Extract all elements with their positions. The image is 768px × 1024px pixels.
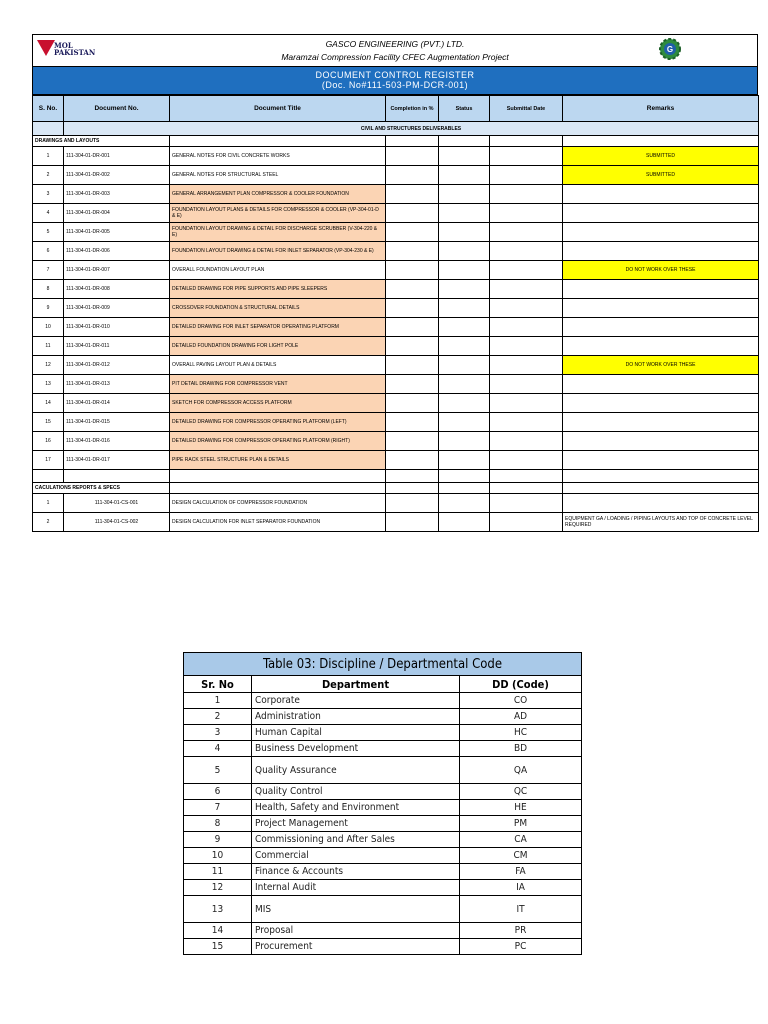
row-status [439,242,490,261]
dept-code: IA [460,880,582,896]
svg-text:G: G [666,45,674,54]
dept-code: AD [460,709,582,725]
dept-name: MIS [252,896,460,923]
row-sno: 14 [33,394,64,413]
col-remarks: Remarks [563,96,759,122]
register-banner [32,67,758,95]
row-sno: 7 [33,261,64,280]
dept-code: PM [460,816,582,832]
row-status [439,356,490,375]
row-completion [386,166,439,185]
row-remarks [563,451,759,470]
row-document-no: 111-304-01-DR-007 [64,261,170,280]
dept-code: PR [460,923,582,939]
dept-row [184,939,582,955]
row-document-title: DETAILED DRAWING FOR PIPE SUPPORTS AND PIPE SLEEPERS [170,280,386,299]
row-document-no: 111-304-01-DR-001 [64,147,170,166]
table-row [33,223,759,242]
project-name: Maramzai Compression Facility CFEC Augmentation Project [281,52,509,62]
table-row [33,280,759,299]
row-document-no: 111-304-01-DR-014 [64,394,170,413]
row-sno: 2 [33,513,64,532]
table-row [33,513,759,532]
dept-name: Internal Audit [252,880,460,896]
row-submittal-date [490,242,563,261]
col-document-no: Document No. [64,96,170,122]
row-submittal-date [490,375,563,394]
table-row [33,337,759,356]
dept-srno: 15 [184,939,252,955]
row-document-title: GENERAL ARRANGEMENT PLAN COMPRESSOR & COOLER FOUNDATION [170,185,386,204]
row-status [439,280,490,299]
row-sno: 15 [33,413,64,432]
row-status [439,413,490,432]
row-status [439,261,490,280]
row-submittal-date [490,166,563,185]
row-sno: 9 [33,299,64,318]
document-control-register [32,34,758,532]
row-completion [386,432,439,451]
table-row [33,356,759,375]
row-status [439,513,490,532]
row-completion [386,318,439,337]
row-document-no: 111-304-01-DR-015 [64,413,170,432]
row-document-title: DESIGN CALCULATION FOR INLET SEPARATOR FOUNDATION [170,513,386,532]
row-document-no: 111-304-01-DR-013 [64,375,170,394]
row-remarks [563,223,759,242]
row-completion [386,299,439,318]
row-document-no: 111-304-01-DR-004 [64,204,170,223]
row-submittal-date [490,451,563,470]
category-calculations: CACULATIONS REPORTS & SPECS [33,483,170,494]
dept-name: Quality Assurance [252,757,460,784]
company-name: GASCO ENGINEERING (PVT.) LTD. [325,39,465,49]
dept-row [184,709,582,725]
row-status [439,166,490,185]
row-completion [386,413,439,432]
row-status [439,223,490,242]
dept-srno: 5 [184,757,252,784]
dept-row [184,725,582,741]
row-document-title: OVERALL FOUNDATION LAYOUT PLAN [170,261,386,280]
empty-cell [170,470,386,483]
dept-name: Human Capital [252,725,460,741]
dept-srno: 6 [184,784,252,800]
row-submittal-date [490,318,563,337]
row-completion [386,185,439,204]
row-completion [386,394,439,413]
table-row [33,413,759,432]
row-document-title: DETAILED DRAWING FOR COMPRESSOR OPERATING PLATFORM (LEFT) [170,413,386,432]
row-submittal-date [490,494,563,513]
row-submittal-date [490,185,563,204]
row-status [439,451,490,470]
row-document-title: DETAILED DRAWING FOR COMPRESSOR OPERATING PLATFORM (RIGHT) [170,432,386,451]
row-document-no: 111-304-01-DR-009 [64,299,170,318]
row-document-title: PIPE RACK STEEL STRUCTURE PLAN & DETAILS [170,451,386,470]
dept-code: CO [460,693,582,709]
empty-cell [64,470,170,483]
row-completion [386,513,439,532]
col-document-title: Document Title [170,96,386,122]
row-remarks [563,337,759,356]
dept-code: IT [460,896,582,923]
dept-code: FA [460,864,582,880]
dept-name: Administration [252,709,460,725]
row-document-no: 111-304-01-DR-006 [64,242,170,261]
dept-col-srno: Sr. No [184,676,252,693]
row-completion [386,451,439,470]
row-document-title: SKETCH FOR COMPRESSOR ACCESS PLATFORM [170,394,386,413]
dept-srno: 10 [184,848,252,864]
row-submittal-date [490,356,563,375]
dept-code: HE [460,800,582,816]
row-sno: 10 [33,318,64,337]
row-remarks: SUBMITTED [563,166,759,185]
row-document-title: DETAILED FOUNDATION DRAWING FOR LIGHT POLE [170,337,386,356]
dept-srno: 13 [184,896,252,923]
empty-cell [563,483,759,494]
dept-code: QC [460,784,582,800]
row-completion [386,261,439,280]
category-row-drawings [33,136,759,147]
row-submittal-date [490,299,563,318]
dept-name: Project Management [252,816,460,832]
dept-name: Commissioning and After Sales [252,832,460,848]
dept-row [184,880,582,896]
dept-code: CA [460,832,582,848]
row-remarks [563,413,759,432]
table-row [33,261,759,280]
row-remarks: EQUIPMENT GA / LOADING / PIPING LAYOUTS AND TOP OF CONCRETE LEVEL REQUIRED [563,513,759,532]
register-column-headers [33,96,759,122]
row-completion [386,147,439,166]
row-submittal-date [490,204,563,223]
row-remarks: SUBMITTED [563,147,759,166]
table-row [33,375,759,394]
row-document-no: 111-304-01-DR-017 [64,451,170,470]
dept-name: Quality Control [252,784,460,800]
dept-row [184,864,582,880]
table-row [33,299,759,318]
dept-name: Procurement [252,939,460,955]
row-remarks [563,299,759,318]
dept-code: PC [460,939,582,955]
category-drawings: DRAWINGS AND LAYOUTS [33,136,170,147]
row-sno: 2 [33,166,64,185]
row-sno: 8 [33,280,64,299]
dept-row [184,896,582,923]
dept-code: QA [460,757,582,784]
row-submittal-date [490,261,563,280]
row-sno: 1 [33,494,64,513]
dept-code: HC [460,725,582,741]
row-document-no: 111-304-01-DR-008 [64,280,170,299]
gasco-gear-logo-icon [659,38,681,60]
row-remarks [563,242,759,261]
empty-cell [490,483,563,494]
row-remarks [563,204,759,223]
dept-code: BD [460,741,582,757]
row-document-title: FOUNDATION LAYOUT DRAWING & DETAIL FOR INLET SEPARATOR (VP-304-230 & E) [170,242,386,261]
dept-srno: 4 [184,741,252,757]
row-status [439,432,490,451]
table-row [33,451,759,470]
dept-srno: 9 [184,832,252,848]
row-document-no: 111-304-01-CS-001 [64,494,170,513]
empty-cell [33,470,64,483]
row-status [439,494,490,513]
dept-name: Commercial [252,848,460,864]
row-document-title: FOUNDATION LAYOUT DRAWING & DETAIL FOR DISCHARGE SCRUBBER (V-304-220 & E) [170,223,386,242]
row-submittal-date [490,147,563,166]
dept-srno: 11 [184,864,252,880]
row-sno: 11 [33,337,64,356]
row-document-no: 111-304-01-DR-005 [64,223,170,242]
row-submittal-date [490,413,563,432]
row-document-no: 111-304-01-CS-002 [64,513,170,532]
dept-row [184,693,582,709]
row-status [439,299,490,318]
row-status [439,318,490,337]
row-remarks [563,185,759,204]
dept-row [184,832,582,848]
row-completion [386,337,439,356]
section-title: CIVIL AND STRUCTURES DELIVERABLES [64,122,759,136]
row-completion [386,242,439,261]
table-row [33,204,759,223]
row-remarks [563,494,759,513]
mol-pakistan-logo: MOL PAKISTAN [35,38,105,62]
row-sno: 13 [33,375,64,394]
row-submittal-date [490,513,563,532]
row-sno: 6 [33,242,64,261]
row-remarks: DO NOT WORK OVER THESE [563,261,759,280]
row-completion [386,223,439,242]
register-table [32,95,759,532]
dept-row [184,741,582,757]
row-document-no: 111-304-01-DR-012 [64,356,170,375]
dept-srno: 2 [184,709,252,725]
empty-cell [439,483,490,494]
department-table-caption: Table 03: Discipline / Departmental Code [184,653,582,676]
row-remarks [563,318,759,337]
row-document-no: 111-304-01-DR-002 [64,166,170,185]
section-title-row [33,122,759,136]
department-table-headers [184,676,582,693]
row-document-title: GENERAL NOTES FOR CIVIL CONCRETE WORKS [170,147,386,166]
row-completion [386,204,439,223]
col-completion: Completion in % [386,96,439,122]
row-submittal-date [490,432,563,451]
empty-cell [386,470,439,483]
dept-row [184,800,582,816]
row-sno: 12 [33,356,64,375]
row-completion [386,375,439,394]
table-row [33,166,759,185]
row-remarks [563,394,759,413]
empty-cell [386,483,439,494]
dept-srno: 7 [184,800,252,816]
dept-name: Health, Safety and Environment [252,800,460,816]
register-header [32,34,758,67]
row-submittal-date [490,223,563,242]
empty-cell [490,470,563,483]
row-document-no: 111-304-01-DR-010 [64,318,170,337]
department-code-table [183,652,582,955]
dept-code: CM [460,848,582,864]
register-title: DOCUMENT CONTROL REGISTER [315,70,475,80]
row-document-title: GENERAL NOTES FOR STRUCTURAL STEEL [170,166,386,185]
row-document-no: 111-304-01-DR-011 [64,337,170,356]
row-completion [386,494,439,513]
dept-srno: 14 [184,923,252,939]
row-status [439,147,490,166]
row-status [439,375,490,394]
empty-cell [439,470,490,483]
dept-row [184,816,582,832]
dept-srno: 8 [184,816,252,832]
row-submittal-date [490,337,563,356]
dept-name: Corporate [252,693,460,709]
dept-row [184,757,582,784]
row-document-title: PIT DETAIL DRAWING FOR COMPRESSOR VENT [170,375,386,394]
row-submittal-date [490,280,563,299]
dept-row [184,848,582,864]
dept-srno: 3 [184,725,252,741]
dept-name: Business Development [252,741,460,757]
row-document-no: 111-304-01-DR-003 [64,185,170,204]
table-row [33,432,759,451]
dept-name: Finance & Accounts [252,864,460,880]
dept-name: Proposal [252,923,460,939]
row-status [439,394,490,413]
col-submittal-date: Submittal Date [490,96,563,122]
row-document-title: CROSSOVER FOUNDATION & STRUCTURAL DETAILS [170,299,386,318]
row-sno: 3 [33,185,64,204]
row-completion [386,356,439,375]
row-sno: 16 [33,432,64,451]
row-remarks [563,375,759,394]
row-document-no: 111-304-01-DR-016 [64,432,170,451]
row-document-title: OVERALL PAVING LAYOUT PLAN & DETAILS [170,356,386,375]
col-sno: S. No. [33,96,64,122]
department-code-table-container [183,652,581,955]
row-sno: 1 [33,147,64,166]
empty-cell [563,470,759,483]
row-sno: 5 [33,223,64,242]
table-row [33,242,759,261]
table-row [33,185,759,204]
table-row [33,394,759,413]
row-remarks: DO NOT WORK OVER THESE [563,356,759,375]
row-completion [386,280,439,299]
dept-col-code: DD (Code) [460,676,582,693]
category-row-calculations [33,483,759,494]
row-document-title: DETAILED DRAWING FOR INLET SEPARATOR OPERATING PLATFORM [170,318,386,337]
dept-srno: 12 [184,880,252,896]
dept-row [184,784,582,800]
table-row [33,494,759,513]
row-sno: 17 [33,451,64,470]
row-remarks [563,280,759,299]
row-document-title: DESIGN CALCULATION OF COMPRESSOR FOUNDATION [170,494,386,513]
empty-cell [170,483,386,494]
dept-row [184,923,582,939]
dept-col-department: Department [252,676,460,693]
row-document-title: FOUNDATION LAYOUT PLANS & DETAILS FOR COMPRESSOR & COOLER (VP-304-01-D & E) [170,204,386,223]
register-doc-no: (Doc. No#111-503-PM-DCR-001) [321,80,469,90]
col-status: Status [439,96,490,122]
row-status [439,337,490,356]
dept-srno: 1 [184,693,252,709]
row-sno: 4 [33,204,64,223]
table-row [33,318,759,337]
row-remarks [563,432,759,451]
empty-row [33,470,759,483]
table-row [33,147,759,166]
row-status [439,185,490,204]
row-submittal-date [490,394,563,413]
row-status [439,204,490,223]
